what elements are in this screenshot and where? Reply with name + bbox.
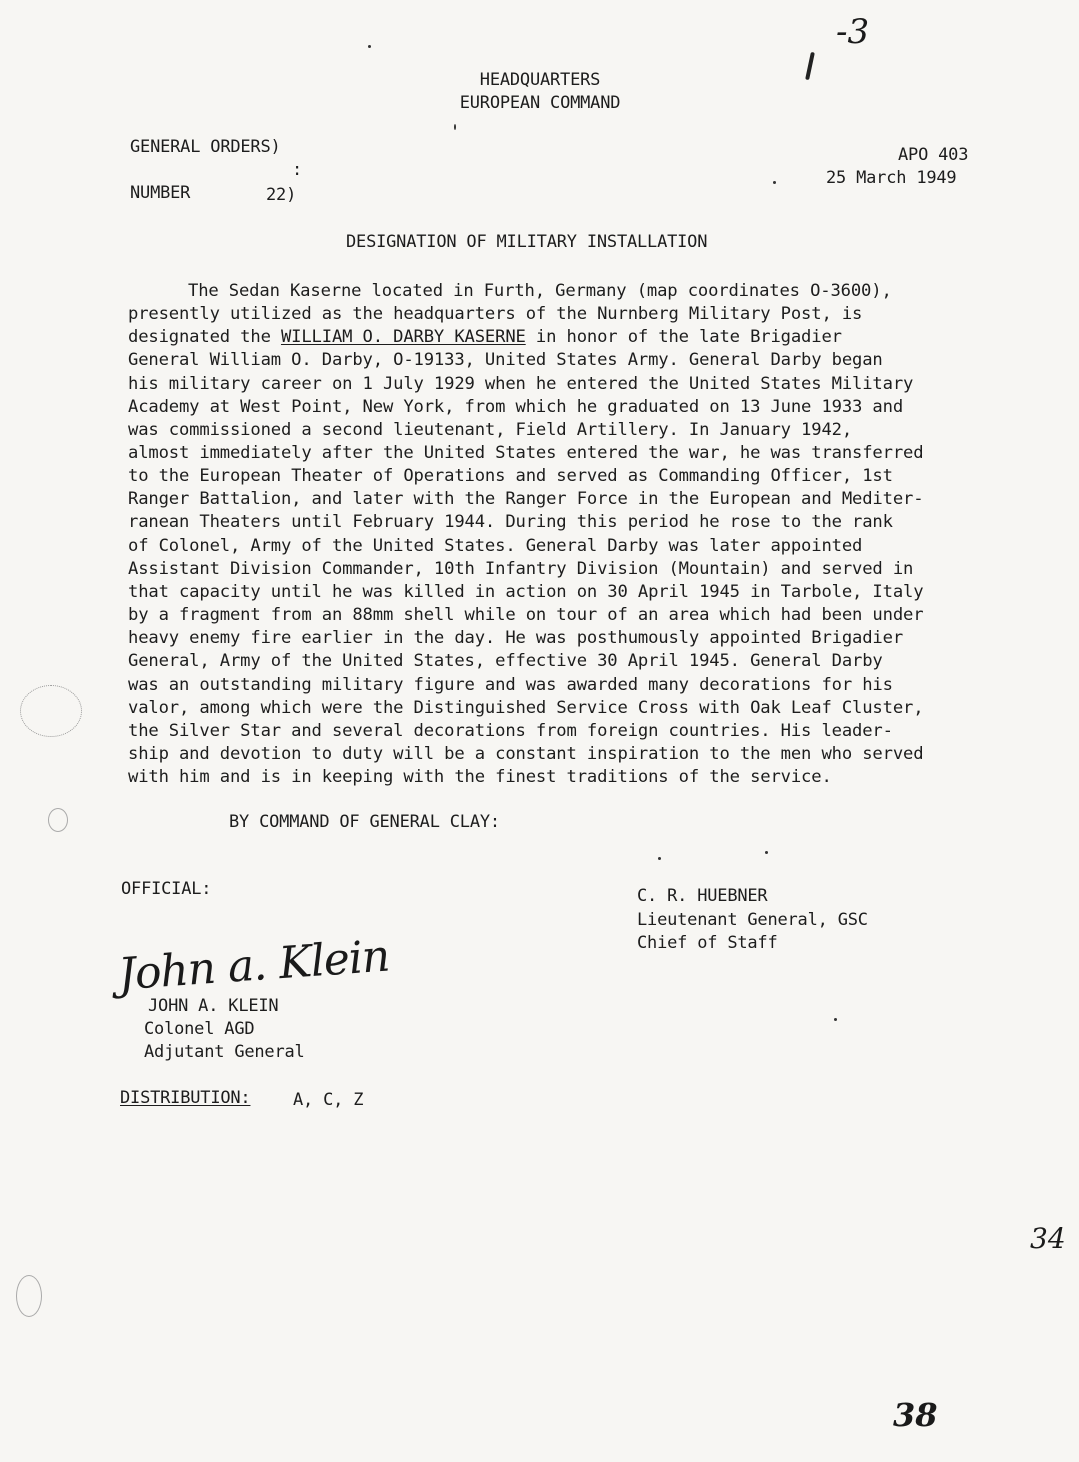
distribution-label-text: DISTRIBUTION:	[120, 1088, 251, 1108]
general-orders-label: GENERAL ORDERS)	[130, 137, 281, 157]
punch-hole-mark	[48, 808, 68, 832]
body-line: his military career on 1 July 1929 when he entered the United States Military	[128, 374, 914, 394]
number-value: 22)	[266, 185, 297, 205]
body-line: ranean Theaters until February 1944. During this period he rose to the rank	[128, 512, 893, 532]
body-line: to the European Theater of Operations and served as Commanding Officer, 1st	[128, 466, 893, 486]
orders-colon: :	[292, 160, 303, 180]
punch-hole-mark	[16, 1275, 42, 1317]
body-line: Assistant Division Commander, 10th Infantry Division (Mountain) and served in	[128, 559, 914, 579]
adjutant-title: Adjutant General	[144, 1042, 305, 1062]
punch-hole-mark	[20, 685, 82, 737]
page-number-34: 34	[1030, 1222, 1066, 1255]
adjutant-rank: Colonel AGD	[144, 1019, 255, 1039]
chief-of-staff-name: C. R. HUEBNER	[637, 886, 768, 906]
top-right-handwritten-number: -3	[836, 12, 870, 52]
distribution-label	[120, 1088, 250, 1108]
adjutant-name: JOHN A. KLEIN	[148, 996, 279, 1016]
body-line: that capacity until he was killed in action on 30 April 1945 in Tarbole, Italy	[128, 582, 924, 602]
body-line: of Colonel, Army of the United States. General Darby was later appointed	[128, 536, 863, 556]
body-line: valor, among which were the Distinguished Service Cross with Oak Leaf Cluster,	[128, 698, 924, 718]
scan-speck	[658, 857, 661, 860]
body-line: with him and is in keeping with the finest traditions of the service.	[128, 767, 832, 787]
body-line-3-start: designated the	[128, 327, 281, 347]
body-line: General, Army of the United States, effective 30 April 1945. General Darby	[128, 651, 883, 671]
body-line: heavy enemy fire earlier in the day. He was posthumously appointed Brigadier	[128, 628, 904, 648]
adjutant-signature: John a. Klein	[116, 930, 391, 1001]
official-label: OFFICIAL:	[121, 879, 212, 899]
body-line: The Sedan Kaserne located in Furth, Germany (map coordinates O-3600),	[188, 281, 892, 301]
kaserne-name: WILLIAM O. DARBY KASERNE	[280, 327, 526, 347]
scan-speck	[834, 1018, 837, 1021]
body-line: was an outstanding military figure and was awarded many decorations for his	[128, 675, 893, 695]
page-number-38: 38	[893, 1396, 938, 1434]
scan-speck	[368, 45, 371, 48]
header-line-1: HEADQUARTERS	[479, 70, 601, 90]
number-label: NUMBER	[130, 183, 191, 203]
body-line: Ranger Battalion, and later with the Ranger Force in the European and Mediter-	[128, 489, 924, 509]
header-line-2: EUROPEAN COMMAND	[459, 93, 621, 113]
body-line: General William O. Darby, O-19133, United States Army. General Darby began	[128, 350, 883, 370]
distribution-values: A, C, Z	[293, 1090, 364, 1110]
body-line: Academy at West Point, New York, from which he graduated on 13 June 1933 and	[128, 397, 904, 417]
body-line: the Silver Star and several decorations from foreign countries. His leader-	[128, 721, 893, 741]
body-line-3-end: in honor of the late Brigadier	[525, 327, 842, 347]
body-line: by a fragment from an 88mm shell while on tour of an area which had been under	[128, 605, 924, 625]
order-date: 25 March 1949	[826, 168, 957, 188]
apo-code: APO 403	[898, 145, 969, 165]
body-line: almost immediately after the United States entered the war, he was transferred	[128, 443, 924, 463]
body-line	[128, 327, 842, 347]
document-title: DESIGNATION OF MILITARY INSTALLATION	[346, 232, 708, 252]
by-command-line: BY COMMAND OF GENERAL CLAY:	[229, 812, 500, 832]
body-line: ship and devotion to duty will be a constant inspiration to the men who served	[128, 744, 924, 764]
scan-speck	[765, 851, 768, 854]
chief-of-staff-title: Chief of Staff	[637, 933, 778, 953]
body-line: was commissioned a second lieutenant, Field Artillery. In January 1942,	[128, 420, 853, 440]
body-line: presently utilized as the headquarters of the Nurnberg Military Post, is	[128, 304, 863, 324]
chief-of-staff-rank: Lieutenant General, GSC	[637, 910, 868, 930]
top-mark-stroke	[805, 52, 815, 80]
scan-speck	[773, 181, 776, 184]
scan-speck	[454, 124, 456, 130]
